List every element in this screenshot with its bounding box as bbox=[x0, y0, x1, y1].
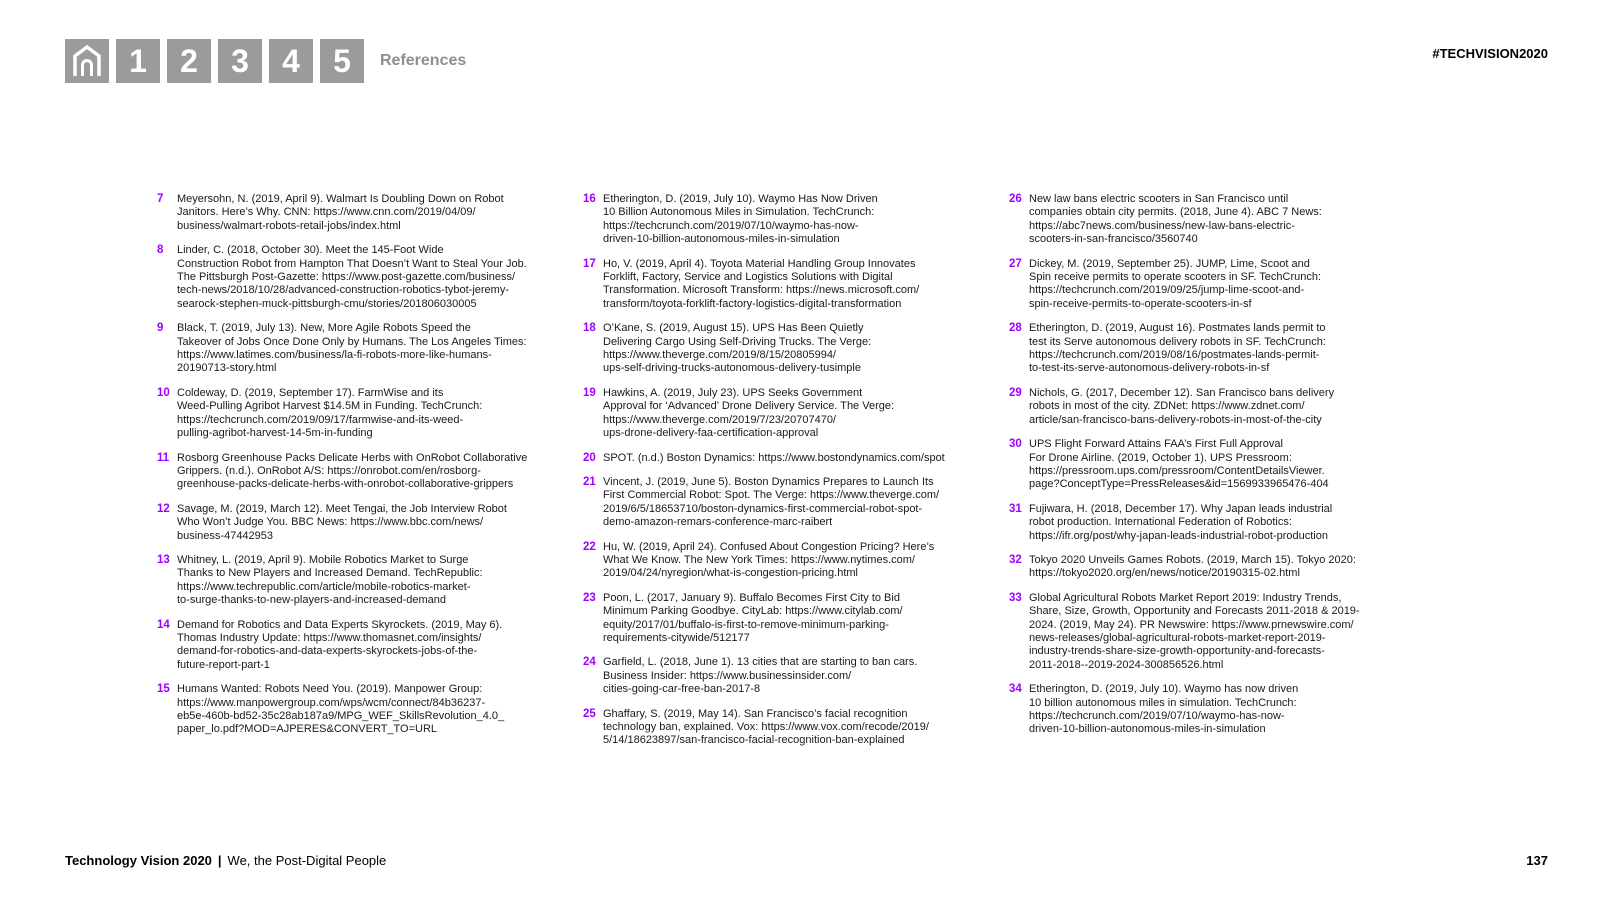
reference-line: business/walmart-robots-retail-jobs/index.html bbox=[177, 219, 401, 232]
reference-line: future-report-part-1 bbox=[177, 658, 270, 671]
reference-text bbox=[1029, 554, 1356, 581]
reference-line: 10 Billion Autonomous Miles in Simulation. TechCrunch: bbox=[603, 206, 875, 219]
reference-line: 2024. (2019, May 24). PR Newswire: https://www.prnewswire.com/ bbox=[1029, 618, 1354, 631]
hashtag-label: #TECHVISION2020 bbox=[1432, 46, 1548, 61]
reference-number: 33 bbox=[1009, 591, 1022, 604]
reference-line: equity/2017/01/buffalo-is-first-to-remove-minimum-parking- bbox=[603, 618, 889, 631]
reference-line: New law bans electric scooters in San Francisco until bbox=[1029, 193, 1289, 205]
reference-line: The Pittsburgh Post-Gazette: https://www.post-gazette.com/business/ bbox=[177, 271, 516, 284]
reference-line: Etherington, D. (2019, July 10). Waymo Has Now Driven bbox=[603, 193, 878, 205]
reference-line: O’Kane, S. (2019, August 15). UPS Has Been Quietly bbox=[603, 322, 864, 335]
reference-text bbox=[177, 244, 527, 311]
reference-text bbox=[177, 322, 527, 376]
reference-line: demo-amazon-remars-conference-marc-raibert bbox=[603, 516, 833, 529]
reference-item bbox=[1009, 554, 1429, 581]
reference-number: 28 bbox=[1009, 322, 1022, 335]
reference-text bbox=[603, 541, 934, 581]
reference-line: https://techcrunch.com/2019/07/10/waymo-has-now- bbox=[603, 219, 859, 232]
reference-line: https://www.theverge.com/2019/7/23/20707470/ bbox=[603, 413, 836, 426]
reference-line: robots in most of the city. ZDNet: https://www.zdnet.com/ bbox=[1029, 400, 1305, 413]
reference-text bbox=[603, 656, 917, 696]
reference-item bbox=[157, 503, 577, 543]
page-number: 137 bbox=[1526, 853, 1548, 868]
reference-line: business-47442953 bbox=[177, 529, 274, 542]
reference-text bbox=[603, 452, 945, 465]
reference-line: https://pressroom.ups.com/pressroom/ContentDetailsViewer. bbox=[1029, 464, 1325, 477]
reference-line: https://techcrunch.com/2019/09/17/farmwise-and-its-weed- bbox=[177, 413, 464, 426]
reference-item bbox=[157, 193, 577, 233]
reference-line: 5/14/18623897/san-francisco-facial-recognition-ban-explained bbox=[603, 734, 905, 747]
reference-line: For Drone Airline. (2019, October 1). UPS Pressroom: bbox=[1029, 451, 1292, 464]
reference-number: 26 bbox=[1009, 193, 1022, 205]
footer bbox=[65, 853, 386, 868]
reference-text bbox=[177, 452, 527, 492]
home-icon bbox=[72, 45, 102, 77]
reference-item bbox=[583, 708, 1008, 748]
reference-text bbox=[1029, 503, 1332, 543]
reference-number: 16 bbox=[583, 193, 596, 205]
reference-item bbox=[583, 541, 1008, 581]
reference-line: driven-10-billion-autonomous-miles-in-simulation bbox=[603, 233, 840, 246]
reference-text bbox=[603, 258, 919, 312]
reference-number: 19 bbox=[583, 386, 596, 399]
reference-item bbox=[1009, 438, 1429, 492]
reference-line: page?ConceptType=PressReleases&id=1569933965476-404 bbox=[1029, 478, 1329, 491]
reference-line: driven-10-billion-autonomous-miles-in-simulation bbox=[1029, 723, 1266, 736]
reference-line: https://www.theverge.com/2019/8/15/20805994/ bbox=[603, 349, 836, 362]
reference-item bbox=[157, 554, 577, 608]
reference-text bbox=[177, 619, 502, 673]
reference-line: Thanks to New Players and Increased Demand. TechRepublic: bbox=[177, 567, 483, 580]
reference-item bbox=[1009, 592, 1429, 672]
reference-line: requirements-citywide/512177 bbox=[603, 631, 750, 644]
reference-line: Meyersohn, N. (2019, April 9). Walmart Is Doubling Down on Robot bbox=[177, 193, 504, 205]
reference-text bbox=[177, 193, 504, 233]
reference-line: Delivering Cargo Using Self-Driving Trucks. The Verge: bbox=[603, 335, 872, 348]
chapter-1-button[interactable]: 1 bbox=[116, 39, 160, 83]
reference-line: https://abc7news.com/business/new-law-bans-electric- bbox=[1029, 219, 1295, 232]
reference-line: https://www.techrepublic.com/article/mobile-robotics-market- bbox=[177, 580, 471, 593]
reference-number: 31 bbox=[1009, 502, 1022, 515]
reference-number: 34 bbox=[1009, 683, 1022, 696]
reference-number: 8 bbox=[157, 244, 164, 257]
reference-line: Janitors. Here’s Why. CNN: https://www.cnn.com/2019/04/09/ bbox=[177, 206, 476, 219]
reference-item bbox=[1009, 258, 1429, 312]
reference-line: searock-stephen-muck-pittsburgh-cmu/stories/201806030005 bbox=[177, 297, 477, 310]
reference-number: 20 bbox=[583, 451, 596, 464]
reference-line: Garfield, L. (2018, June 1). 13 cities that are starting to ban cars. bbox=[603, 656, 918, 669]
reference-number: 7 bbox=[157, 193, 164, 205]
reference-text bbox=[603, 708, 929, 748]
reference-line: news-releases/global-agricultural-robots-market-report-2019- bbox=[1029, 631, 1326, 644]
reference-text bbox=[177, 683, 504, 737]
reference-number: 12 bbox=[157, 502, 170, 515]
reference-text bbox=[1029, 592, 1360, 672]
reference-item bbox=[583, 656, 1008, 696]
reference-line: Etherington, D. (2019, July 10). Waymo has now driven bbox=[1029, 683, 1299, 696]
reference-line: to-surge-thanks-to-new-players-and-increased-demand bbox=[177, 594, 447, 607]
reference-item bbox=[583, 592, 1008, 646]
reference-line: Etherington, D. (2019, August 16). Postmates lands permit to bbox=[1029, 322, 1326, 335]
reference-number: 15 bbox=[157, 683, 170, 696]
reference-line: ups-self-driving-trucks-autonomous-delivery-tusimple bbox=[603, 362, 861, 375]
reference-text bbox=[1029, 438, 1329, 492]
reference-number: 10 bbox=[157, 386, 170, 399]
reference-item bbox=[583, 322, 1008, 376]
reference-number: 30 bbox=[1009, 438, 1022, 451]
reference-text bbox=[177, 503, 507, 543]
reference-line: Ghaffary, S. (2019, May 14). San Francisco’s facial recognition bbox=[603, 707, 908, 720]
footer-subtitle: We, the Post-Digital People bbox=[227, 853, 387, 868]
reference-line: Rosborg Greenhouse Packs Delicate Herbs with OnRobot Collaborative bbox=[177, 451, 528, 464]
reference-line: https://ifr.org/post/why-japan-leads-industrial-robot-production bbox=[1029, 529, 1328, 542]
reference-line: scooters-in-san-francisco/3560740 bbox=[1029, 233, 1198, 246]
reference-number: 22 bbox=[583, 540, 596, 553]
reference-line: Whitney, L. (2019, April 9). Mobile Robotics Market to Surge bbox=[177, 553, 469, 566]
reference-line: paper_lo.pdf?MOD=AJPERES&CONVERT_TO=URL bbox=[177, 723, 438, 736]
reference-line: Tokyo 2020 Unveils Games Robots. (2019, March 15). Tokyo 2020: bbox=[1029, 553, 1356, 566]
reference-text bbox=[1029, 193, 1322, 247]
reference-number: 27 bbox=[1009, 257, 1022, 270]
reference-number: 29 bbox=[1009, 386, 1022, 399]
reference-text bbox=[1029, 387, 1334, 427]
reference-item bbox=[157, 322, 577, 376]
reference-item bbox=[157, 452, 577, 492]
reference-line: 2019/6/5/18653710/boston-dynamics-first-commercial-robot-spot- bbox=[603, 502, 923, 515]
reference-number: 24 bbox=[583, 656, 596, 669]
reference-line: eb5e-460b-bd52-35c28ab187a9/MPG_WEF_SkillsRevolution_4.0_ bbox=[177, 710, 505, 722]
reference-line: What We Know. The New York Times: https://www.nytimes.com/ bbox=[603, 553, 915, 566]
reference-line: Grippers. (n.d.). OnRobot A/S: https://onrobot.com/en/rosborg- bbox=[177, 464, 481, 477]
reference-line: SPOT. (n.d.) Boston Dynamics: https://www.bostondynamics.com/spot bbox=[603, 451, 945, 464]
reference-line: robot production. International Federation of Robotics: bbox=[1029, 516, 1292, 529]
reference-line: Demand for Robotics and Data Experts Skyrockets. (2019, May 6). bbox=[177, 618, 503, 631]
reference-line: Linder, C. (2018, October 30). Meet the 145-Foot Wide bbox=[177, 244, 444, 257]
references-nav-label[interactable]: References bbox=[380, 52, 467, 69]
reference-item bbox=[583, 452, 1008, 465]
footer-separator: | bbox=[217, 853, 222, 868]
reference-text bbox=[603, 193, 878, 247]
reference-line: test its Serve autonomous delivery robots in SF. TechCrunch: bbox=[1029, 335, 1326, 348]
reference-item bbox=[157, 683, 577, 737]
home-button[interactable] bbox=[65, 39, 109, 83]
reference-number: 21 bbox=[583, 475, 596, 488]
reference-item bbox=[157, 387, 577, 441]
reference-number: 11 bbox=[157, 451, 170, 464]
reference-text bbox=[1029, 258, 1321, 312]
reference-line: spin-receive-permits-to-operate-scooters-in-sf bbox=[1029, 297, 1252, 310]
reference-line: https://tokyo2020.org/en/news/notice/20190315-02.html bbox=[1029, 567, 1300, 580]
reference-text bbox=[1029, 322, 1326, 376]
reference-line: Forklift, Factory, Service and Logistics Solutions with Digital bbox=[603, 271, 893, 284]
reference-line: 2011-2018--2019-2024-300856526.html bbox=[1029, 658, 1224, 671]
reference-line: cities-going-car-free-ban-2017-8 bbox=[603, 683, 761, 696]
reference-line: Approval for ‘Advanced’ Drone Delivery Service. The Verge: bbox=[603, 400, 895, 413]
reference-line: tech-news/2018/10/28/advanced-construction-robotics-tybot-jeremy- bbox=[177, 284, 509, 297]
reference-item bbox=[583, 193, 1008, 247]
chapter-5-button[interactable]: 5 bbox=[320, 39, 364, 83]
reference-line: technology ban, explained. Vox: https://www.vox.com/recode/2019/ bbox=[603, 721, 929, 733]
reference-line: https://www.latimes.com/business/la-fi-robots-more-like-humans- bbox=[177, 349, 492, 362]
reference-number: 13 bbox=[157, 553, 170, 566]
reference-line: First Commercial Robot: Spot. The Verge: https://www.theverge.com/ bbox=[603, 489, 940, 502]
references-column-2 bbox=[583, 193, 1008, 759]
reference-text bbox=[1029, 683, 1298, 737]
reference-line: https://www.manpowergroup.com/wps/wcm/connect/84b36237- bbox=[177, 696, 486, 709]
chapter-nav bbox=[65, 39, 466, 83]
reference-item bbox=[157, 619, 577, 673]
reference-item bbox=[583, 476, 1008, 530]
reference-line: Coldeway, D. (2019, September 17). FarmWise and its bbox=[177, 386, 444, 399]
reference-line: https://techcrunch.com/2019/09/25/jump-lime-scoot-and- bbox=[1029, 284, 1305, 297]
reference-line: Nichols, G. (2017, December 12). San Francisco bans delivery bbox=[1029, 386, 1335, 399]
reference-text bbox=[177, 387, 482, 441]
reference-item bbox=[157, 244, 577, 311]
reference-item bbox=[1009, 387, 1429, 427]
reference-line: Dickey, M. (2019, September 25). JUMP, Lime, Scoot and bbox=[1029, 257, 1310, 270]
reference-line: 20190713-story.html bbox=[177, 362, 277, 375]
reference-text bbox=[603, 322, 871, 376]
reference-number: 17 bbox=[583, 257, 596, 270]
reference-text bbox=[603, 387, 894, 441]
reference-line: Who Won’t Judge You. BBC News: https://www.bbc.com/news/ bbox=[177, 516, 484, 529]
reference-number: 18 bbox=[583, 322, 596, 335]
reference-line: 10 billion autonomous miles in simulation. TechCrunch: bbox=[1029, 696, 1297, 709]
chapter-2-button[interactable]: 2 bbox=[167, 39, 211, 83]
reference-line: to-test-its-serve-autonomous-delivery-robots-in-sf bbox=[1029, 362, 1270, 375]
reference-line: greenhouse-packs-delicate-herbs-with-onrobot-collaborative-grippers bbox=[177, 478, 514, 491]
reference-line: Vincent, J. (2019, June 5). Boston Dynamics Prepares to Launch Its bbox=[603, 475, 934, 488]
reference-item bbox=[1009, 322, 1429, 376]
reference-line: Weed-Pulling Agribot Harvest $14.5M in Funding. TechCrunch: bbox=[177, 400, 483, 413]
reference-line: pulling-agribot-harvest-14-5m-in-funding bbox=[177, 427, 373, 440]
reference-line: https://techcrunch.com/2019/07/10/waymo-has-now- bbox=[1029, 710, 1285, 722]
reference-number: 32 bbox=[1009, 553, 1022, 566]
reference-number: 9 bbox=[157, 322, 164, 335]
reference-line: Thomas Industry Update: https://www.thomasnet.com/insights/ bbox=[177, 631, 482, 644]
reference-line: companies obtain city permits. (2018, June 4). ABC 7 News: bbox=[1029, 206, 1322, 219]
reference-item bbox=[1009, 503, 1429, 543]
reference-line: ups-drone-delivery-faa-certification-approval bbox=[603, 427, 819, 440]
references-column-3 bbox=[1009, 193, 1429, 748]
chapter-4-button[interactable]: 4 bbox=[269, 39, 313, 83]
reference-line: Share, Size, Growth, Opportunity and Forecasts 2011-2018 & 2019- bbox=[1029, 605, 1360, 618]
reference-line: Spin receive permits to operate scooters in SF. TechCrunch: bbox=[1029, 271, 1322, 284]
reference-line: Business Insider: https://www.businessinsider.com/ bbox=[603, 669, 852, 682]
reference-text bbox=[177, 554, 483, 608]
reference-line: https://techcrunch.com/2019/08/16/postmates-lands-permit- bbox=[1029, 349, 1320, 362]
reference-text bbox=[603, 476, 939, 530]
reference-number: 14 bbox=[157, 618, 170, 631]
reference-line: Hu, W. (2019, April 24). Confused About Congestion Pricing? Here’s bbox=[603, 540, 935, 553]
reference-number: 25 bbox=[583, 707, 596, 720]
reference-line: Hawkins, A. (2019, July 23). UPS Seeks Government bbox=[603, 386, 863, 399]
reference-line: industry-trends-share-size-growth-opportunity-and-forecasts- bbox=[1029, 645, 1325, 658]
references-column-1 bbox=[157, 193, 577, 748]
reference-line: Fujiwara, H. (2018, December 17). Why Japan leads industrial bbox=[1029, 502, 1333, 515]
reference-line: Savage, M. (2019, March 12). Meet Tengai, the Job Interview Robot bbox=[177, 502, 507, 515]
reference-item bbox=[583, 258, 1008, 312]
footer-title: Technology Vision 2020 bbox=[65, 853, 212, 868]
reference-line: Minimum Parking Goodbye. CityLab: https://www.citylab.com/ bbox=[603, 605, 903, 618]
reference-item bbox=[1009, 193, 1429, 247]
reference-text bbox=[603, 592, 903, 646]
reference-item bbox=[1009, 683, 1429, 737]
reference-item bbox=[583, 387, 1008, 441]
reference-line: Global Agricultural Robots Market Report 2019: Industry Trends, bbox=[1029, 591, 1342, 604]
reference-number: 23 bbox=[583, 591, 596, 604]
reference-line: Poon, L. (2017, January 9). Buffalo Becomes First City to Bid bbox=[603, 591, 900, 604]
reference-line: Transformation. Microsoft Transform: https://news.microsoft.com/ bbox=[603, 284, 920, 297]
chapter-3-button[interactable]: 3 bbox=[218, 39, 262, 83]
reference-line: Construction Robot from Hampton That Doesn’t Want to Steal Your Job. bbox=[177, 257, 527, 270]
reference-line: Ho, V. (2019, April 4). Toyota Material Handling Group Innovates bbox=[603, 257, 916, 270]
reference-line: UPS Flight Forward Attains FAA’s First Full Approval bbox=[1029, 438, 1283, 451]
reference-line: article/san-francisco-bans-delivery-robots-in-most-of-the-city bbox=[1029, 413, 1322, 426]
reference-line: transform/toyota-forklift-factory-logistics-digital-transformation bbox=[603, 297, 902, 310]
reference-line: Black, T. (2019, July 13). New, More Agile Robots Speed the bbox=[177, 322, 471, 335]
reference-line: Takeover of Jobs Once Done Only by Humans. The Los Angeles Times: bbox=[177, 335, 527, 348]
reference-line: 2019/04/24/nyregion/what-is-congestion-pricing.html bbox=[603, 567, 858, 580]
reference-line: Humans Wanted: Robots Need You. (2019). Manpower Group: bbox=[177, 683, 483, 696]
reference-line: demand-for-robotics-and-data-experts-skyrockets-jobs-of-the- bbox=[177, 645, 478, 658]
